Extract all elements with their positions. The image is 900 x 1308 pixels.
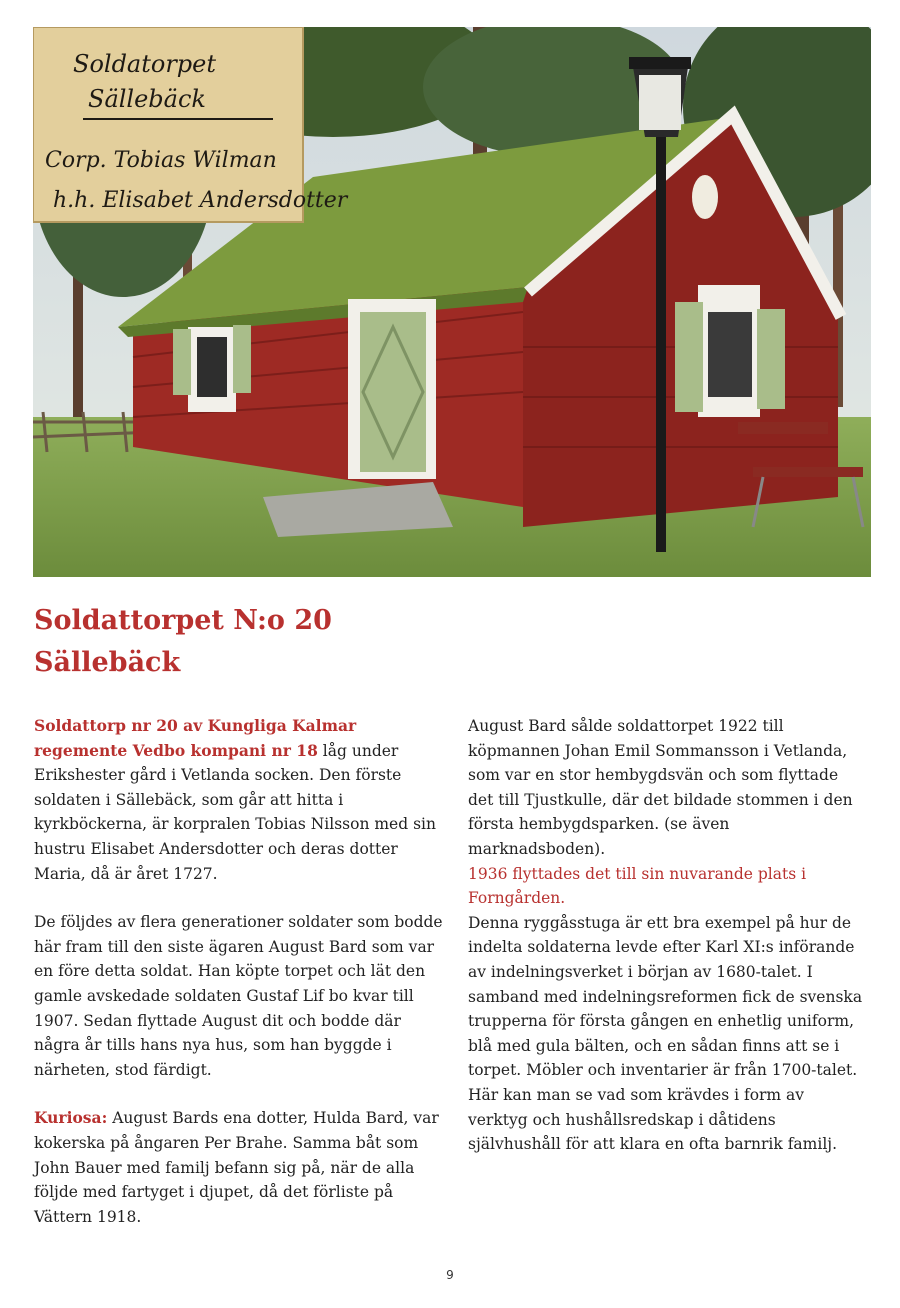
title-line-1: Soldattorpet N:o 20	[34, 605, 332, 636]
page-title	[34, 600, 332, 684]
cottage-photo	[33, 27, 871, 577]
sale-paragraph: August Bard sålde soldattorpet 1922 till köpmannen Johan Emil Sommansson i Vetlanda, som var en stor hembygdsvän och som flyttade det till Tjustkulle, där det bildade stommen i den första hembygdsparken. (se även marknadsboden).	[468, 717, 853, 858]
intro-rest: låg under Erikshester gård i Vetlanda socken. Den förste soldaten i Sällebäck, som går att hitta i kyrkböckerna, är korpralen Tobias Nilsson med sin hustru Elisabet Andersdotter och deras dotter Maria, då är året 1727.	[34, 741, 436, 883]
svg-text:h.h. Elisabet Andersdotter: h.h. Elisabet Andersdotter	[53, 188, 348, 213]
svg-text:Soldatorpet: Soldatorpet	[73, 50, 217, 78]
trivia-paragraph	[34, 1106, 444, 1229]
title-line-2: Sällebäck	[34, 647, 181, 678]
photo-house-icon	[33, 27, 871, 577]
intro-lead: Soldattorp nr 20 av Kungliga Kalmar regemente Vedbo kompani nr 18	[34, 716, 357, 760]
right-column	[468, 714, 868, 1157]
left-column	[34, 714, 444, 1253]
svg-text:Sällebäck: Sällebäck	[88, 85, 206, 113]
trivia-text: August Bards ena dotter, Hulda Bard, var kokerska på ångaren Per Brahe. Samma båt som John Bauer med familj befann sig på, när de alla följde med fartyget i djupet, då det förliste på Vättern 1918.	[34, 1109, 439, 1226]
page-number: 9	[446, 1268, 454, 1282]
relocation-note: 1936 flyttades det till sin nuvarande plats i Forngården.	[468, 864, 807, 908]
trivia-label: Kuriosa:	[34, 1108, 108, 1128]
cottage-description-paragraph: Denna ryggåsstuga är ett bra exempel på hur de indelta soldaterna levde efter Karl XI:s införande av indelningsverket i början av 1680-talet. I samband med indelningsreformen fick de svenska trupperna för första gången en enhetlig uniform, blå med gula bälten, och en sådan finns att se i torpet. Möbler och inventarier är från 1700-talet. Här kan man se vad som krävdes i form av verktyg och hushållsredskap i dåtidens självhushåll för att klara en ofta barnrik familj.	[468, 913, 863, 1154]
intro-paragraph	[34, 714, 444, 886]
history-paragraph: De följdes av flera generationer soldater som bodde här fram till den siste ägaren August Bard som var en före detta soldat. Han köpte torpet och lät den gamle avskedade soldaten Gustaf Lif bo kvar till 1907. Sedan flyttade August dit och bodde där några år tills hans nya hus, som han byggde i närheten, stod färdigt.	[34, 913, 443, 1079]
svg-text:Corp. Tobias Wilman: Corp. Tobias Wilman	[45, 148, 277, 173]
